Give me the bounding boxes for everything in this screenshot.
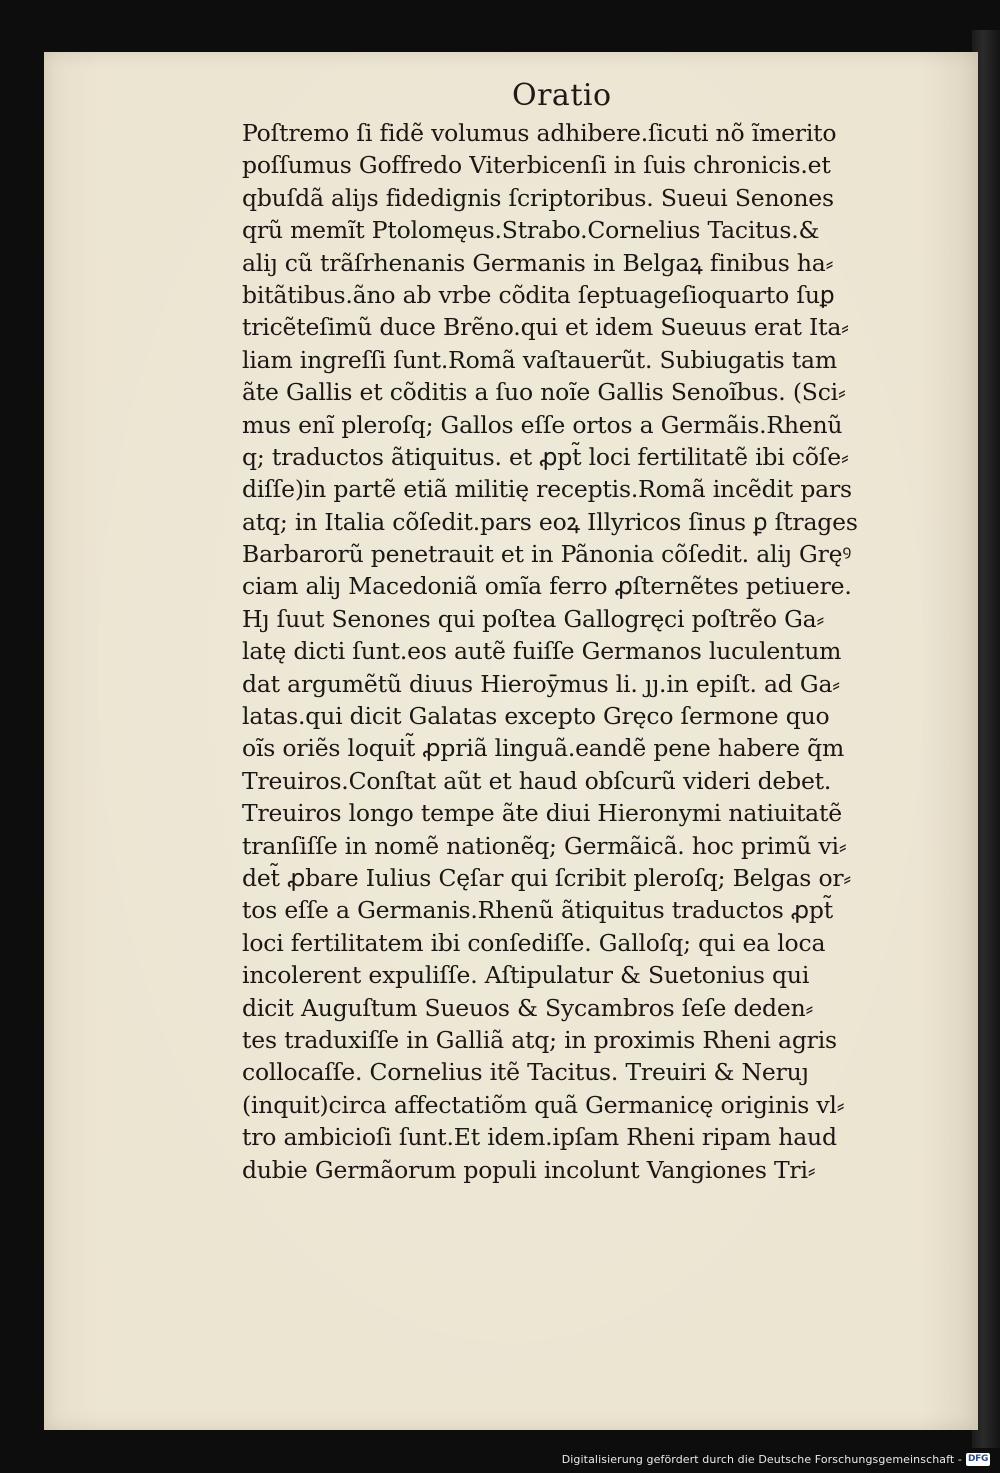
text-line: latas.qui dicit Galatas excepto Gręco ſermone quo [242,702,830,731]
text-line: dubie Germãorum populi incolunt Vangiones Tri⸗ [242,1155,816,1184]
text-line: Treuiros longo tempe ãte diui Hieronymi natiuitatẽ [242,799,842,828]
text-line: tro ambicioſi ſunt.Et idem.ipſam Rheni ripam haud [242,1123,837,1152]
text-line: incolerent expuliſſe. Aſtipulatur & Suetonius qui [242,961,810,990]
text-line: Treuiros.Conſtat aũt et haud obſcurũ videri debet. [242,766,832,795]
text-line: poſſumus Goffredo Viterbicenſi in ſuis chronicis.et [242,151,831,180]
text-line: q; traductos ãtiquitus. et ꝓpt̃ loci fertilitatẽ ibi cõſe⸗ [242,442,849,471]
text-line: qbuſdã aliȷs fidedignis ſcriptoribus. Sueui Senones [242,183,834,212]
text-line: Hȷ ſuut Senones qui poſtea Gallogręci poſtrẽo Ga⸗ [242,604,825,633]
text-line: dat argumẽtũ diuus Hieroȳmus li. ȷȷ.in epiſt. ad Ga⸗ [242,669,840,698]
text-line: tricẽteſimũ duce Brẽno.qui et idem Sueuus erat Ita⸗ [242,313,849,342]
running-head: Oratio [512,78,612,113]
text-line: det̃ ꝓbare Iulius Cęſar qui ſcribit pleroſq; Belgas or⸗ [242,863,852,892]
body-text [242,117,942,1186]
text-line: ciam aliȷ Macedoniã omĩa ferro ꝓſternẽtes petiuere. [242,572,852,601]
text-line: atq; in Italia cõſedit.pars eoꝝ Illyricos ſinus ꝑ ſtrages [242,507,858,536]
text-line: mus enĩ pleroſq; Gallos eſſe ortos a Germãis.Rhenũ [242,410,843,439]
footer-text: Digitalisierung gefördert durch die Deutsche Forschungsgemeinschaft - [561,1452,962,1466]
text-line: aliȷ cũ trãſrhenanis Germanis in Belgaꝝ finibus ha⸗ [242,248,834,277]
text-line: liam ingreſſi ſunt.Romã vaſtauerũt. Subiugatis tam [242,345,837,374]
footer-credit [562,1451,990,1467]
text-line: tranſiſſe in nomẽ nationẽq; Germãicã. hoc primũ vi⸗ [242,831,847,860]
text-line: tos eſſe a Germanis.Rhenũ ãtiquitus traductos ꝓpt̃ [242,896,833,925]
text-line: diſſe)in partẽ etiã militię receptis.Romã incẽdit pars [242,475,852,504]
text-line: tes traduxiſſe in Galliã atq; in proximis Rheni agris [242,1025,837,1054]
text-line: Barbarorũ penetrauit et in Pãnonia cõſedit. aliȷ Gręꝰ [242,540,852,569]
dfg-logo-icon: DFG [967,1454,989,1464]
text-line: qrũ memĩt Ptolomęus.Strabo.Cornelius Tacitus.& [242,216,820,245]
text-line: Poſtremo ſi fidẽ volumus adhibere.ſicuti nõ ĩmerito [242,119,837,147]
text-line: dicit Auguſtum Sueuos & Sycambros ſeſe deden⸗ [242,993,814,1022]
text-line: collocaſſe. Cornelius itẽ Tacitus. Treuiri & Neruȷ [242,1058,809,1087]
text-line: ãte Gallis et cõditis a ſuo noĩe Gallis Senoĩbus. (Sci⸗ [242,378,846,407]
text-line: bitãtibus.ãno ab vrbe cõdita ſeptuageſioquarto ſuꝑ [242,280,835,309]
text-line: oĩs oriẽs loquit̃ ꝓpriã linguã.eandẽ pene habere q̃m [242,734,845,763]
text-line: (inquit)circa affectatiõm quã Germanicę originis vl⸗ [242,1090,845,1119]
text-line: latę dicti ſunt.eos autẽ fuiſſe Germanos luculentum [242,637,842,666]
text-line: loci fertilitatem ibi conſediſſe. Galloſq; qui ea loca [242,928,826,957]
